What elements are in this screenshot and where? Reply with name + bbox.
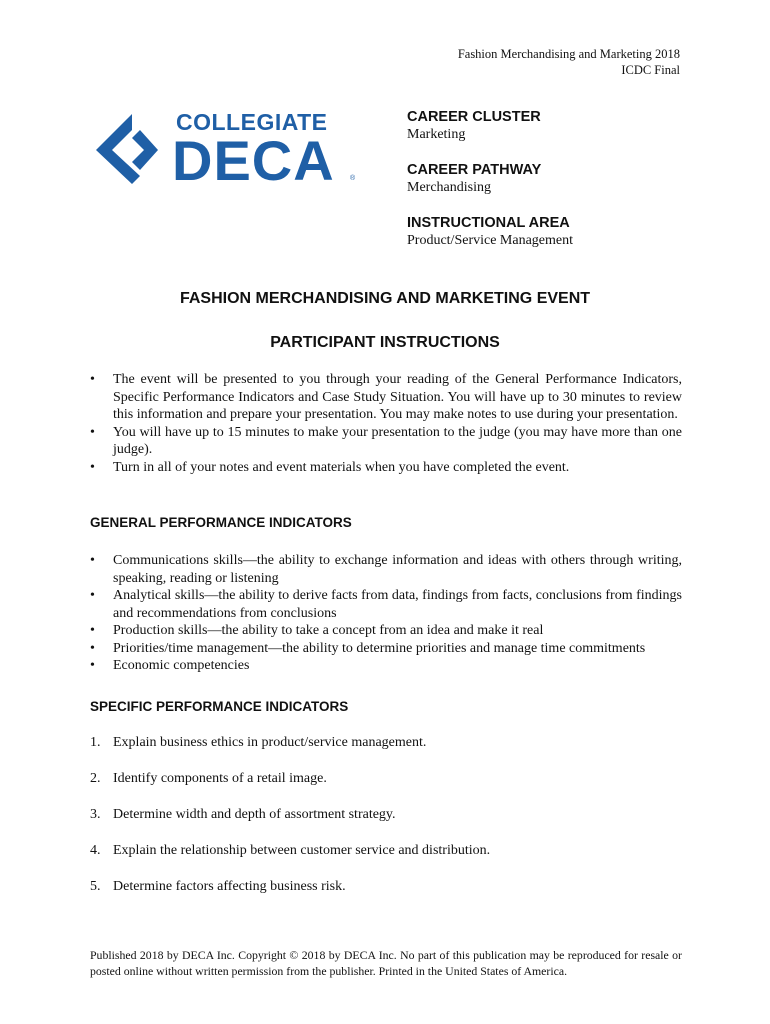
list-item: • The event will be presented to you through your reading of the General Performance Indicators, Specific Performance Indicators and Case Study Situation. You will have up to 30 minutes to review this information and prepare your presentation. You may make notes to use during your presentation. — [90, 371, 682, 424]
list-item: • Analytical skills—the ability to derive facts from data, findings from facts, conclusions from findings and recommendations from conclusions — [90, 587, 682, 622]
item-number: 1. — [90, 735, 101, 750]
list-item: • Turn in all of your notes and event materials when you have completed the event. — [90, 459, 682, 477]
item-text: Identify components of a retail image. — [113, 771, 327, 786]
instructional-area-label: INSTRUCTIONAL AREA — [407, 215, 570, 231]
list-item: • Production skills—the ability to take a concept from an idea and make it real — [90, 622, 682, 640]
header-event-year: Fashion Merchandising and Marketing 2018 — [457, 47, 680, 61]
logo-collegiate-text: COLLEGIATE — [176, 109, 328, 135]
item-text: Determine factors affecting business risk. — [113, 879, 346, 894]
career-cluster-value: Marketing — [407, 127, 466, 142]
spi-list — [90, 734, 690, 914]
list-item: • You will have up to 15 minutes to make your presentation to the judge (you may have more than one judge). — [90, 424, 682, 459]
spi-heading: SPECIFIC PERFORMANCE INDICATORS — [90, 699, 349, 714]
deca-diamond-icon — [96, 114, 140, 184]
list-item — [90, 734, 690, 751]
gpi-list — [90, 552, 682, 675]
career-pathway-label: CAREER PATHWAY — [407, 162, 542, 178]
item-number: 5. — [90, 879, 101, 894]
instructions-list — [90, 371, 682, 476]
list-item — [90, 878, 690, 895]
event-title: FASHION MERCHANDISING AND MARKETING EVENT — [179, 290, 591, 307]
career-pathway-value: Merchandising — [407, 180, 491, 195]
item-text: Explain the relationship between customer service and distribution. — [113, 843, 491, 858]
document-header — [458, 46, 680, 78]
logo-deca-text: DECA — [172, 129, 335, 184]
copyright-footer: Published 2018 by DECA Inc. Copyright © 2018 by DECA Inc. No part of this publication may be reproduced for resale or posted online without written permission from the publisher. Printed in the United States of America. — [90, 948, 682, 978]
item-number: 3. — [90, 807, 101, 822]
gpi-heading: GENERAL PERFORMANCE INDICATORS — [90, 515, 352, 530]
item-number: 4. — [90, 843, 101, 858]
career-info-block — [407, 108, 573, 267]
list-item: • Economic competencies — [90, 657, 682, 675]
list-item: • Communications skills—the ability to exchange information and ideas with others through writing, speaking, reading or listening — [90, 552, 682, 587]
list-item: • Priorities/time management—the ability to determine priorities and manage time commitments — [90, 640, 682, 658]
item-text: Determine width and depth of assortment strategy. — [113, 807, 396, 822]
list-item — [90, 842, 690, 859]
career-cluster-label: CAREER CLUSTER — [407, 109, 541, 125]
svg-text:®: ® — [350, 175, 356, 182]
header-stage: ICDC Final — [621, 63, 680, 77]
list-item — [90, 770, 690, 787]
participant-instructions-title: PARTICIPANT INSTRUCTIONS — [270, 334, 500, 351]
list-item — [90, 806, 690, 823]
item-text: Explain business ethics in product/service management. — [113, 735, 427, 750]
item-number: 2. — [90, 771, 101, 786]
instructional-area-value: Product/Service Management — [407, 233, 574, 248]
collegiate-deca-logo — [92, 108, 362, 184]
